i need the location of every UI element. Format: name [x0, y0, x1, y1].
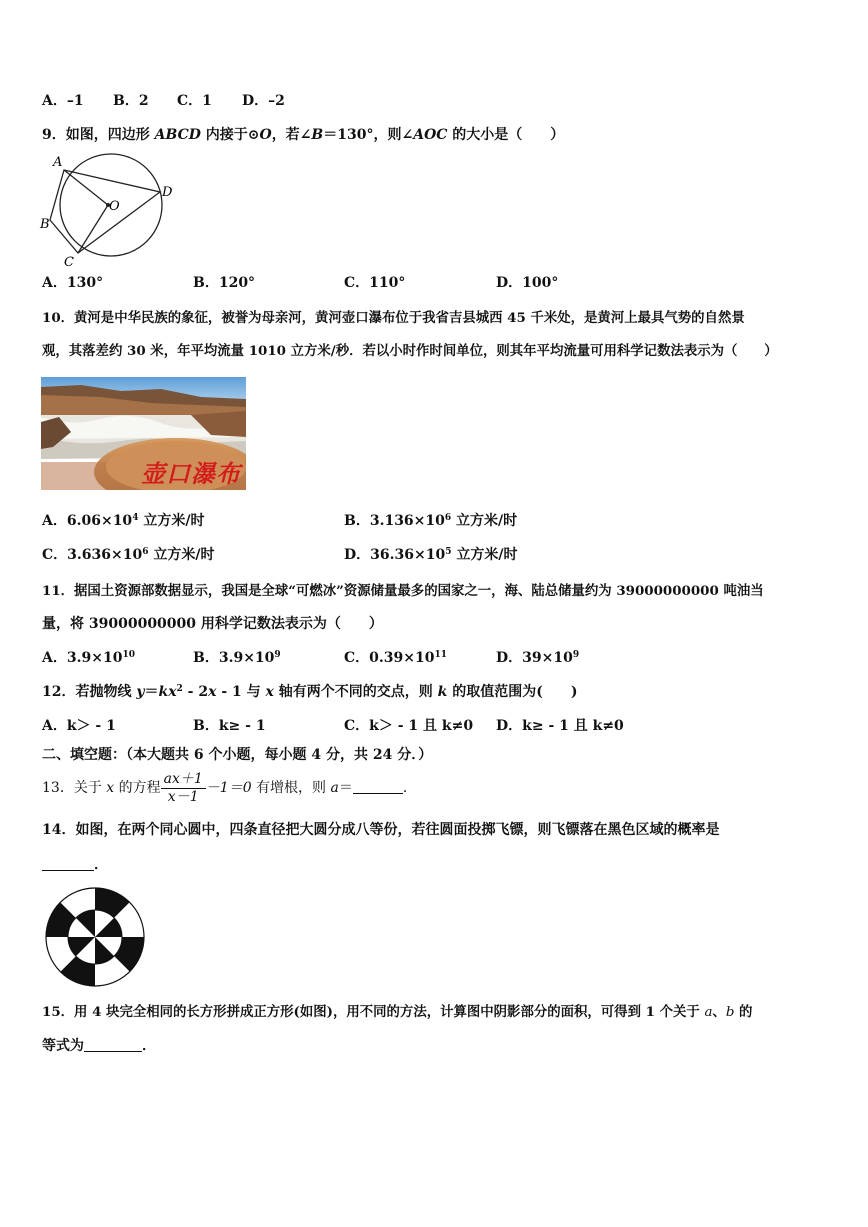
q9-text: 内接于⊙ — [200, 127, 260, 143]
q10-option-c-exp: 6 — [142, 547, 149, 557]
q8-option-d: D．–2 — [242, 93, 285, 109]
q9-label-b: B — [40, 217, 50, 232]
q11-option-b-value: B．3.9×10 — [193, 650, 275, 666]
q13-stem — [42, 770, 417, 806]
q15-text: 等式为 — [42, 1038, 84, 1054]
q9-option-b: B．120° — [193, 275, 256, 291]
q13-equation-rest: －1＝0 — [205, 780, 252, 796]
q15-var-b: b — [725, 1005, 735, 1020]
q13-denominator: x－1 — [167, 788, 199, 805]
q10-option-b-unit: 立方米/时 — [451, 513, 518, 529]
q11-option-a-exp: 10 — [122, 650, 135, 660]
q9-option-d: D．100° — [496, 275, 559, 291]
q10-option-b — [344, 512, 517, 530]
q11-stem-line1: 11．据国土资源部数据显示，我国是全球“可燃冰”资源储量最多的国家之一，海、陆总储量约为 39000000000 吨油当 — [42, 583, 764, 599]
q8-option-c: C．1 — [177, 93, 212, 109]
q9-circle-figure — [38, 148, 178, 268]
q15-var-a: a — [704, 1005, 713, 1020]
q8-option-b: B．2 — [113, 93, 149, 109]
q9-text: 如图，四边形 — [65, 127, 155, 143]
q13-text: 有增根，则 — [251, 780, 331, 796]
q9-option-c: C．110° — [344, 275, 406, 291]
q13-text: ． — [402, 780, 417, 796]
q14-stem-line2 — [42, 856, 108, 874]
q13-text: 的方程 — [114, 780, 161, 796]
q15-text: 的 — [734, 1004, 753, 1020]
q9-number: 9． — [42, 127, 66, 143]
q11-option-d-exp: 9 — [572, 650, 580, 660]
q12-text: 12．若抛物线 — [42, 684, 137, 700]
q10-option-b-value: B．3.136×10 — [344, 513, 445, 529]
q12-text: - 1 与 — [216, 684, 266, 700]
q11-option-b — [193, 649, 281, 667]
q12-option-c: C．k＞ - 1 且 k≠0 — [344, 718, 474, 734]
q13-var-x: x — [106, 780, 115, 796]
q10-option-c-value: C．3.636×10 — [42, 547, 143, 563]
q14-text: ． — [94, 857, 108, 873]
hukou-waterfall-photo — [41, 377, 246, 490]
q9-label-c: C — [64, 255, 74, 268]
q10-option-b-exp: 6 — [444, 513, 452, 523]
q10-option-a-exp: 4 — [132, 513, 139, 523]
q11-option-b-exp: 9 — [274, 650, 281, 660]
section-title-fill-in: 二、填空题：（本大题共 6 个小题，每小题 4 分，共 24 分．） — [42, 747, 433, 763]
q9-label-a: A — [53, 155, 63, 170]
q9-text: 的大小是（ ） — [447, 127, 565, 143]
q11-option-c-exp: 11 — [434, 650, 447, 660]
q11-option-a-value: A．3.9×10 — [42, 650, 123, 666]
q9-quad: ABCD — [154, 127, 201, 143]
q10-option-d-value: D．36.36×10 — [344, 547, 446, 563]
q10-option-d-unit: 立方米/时 — [451, 547, 518, 563]
q11-option-c — [344, 649, 447, 667]
q13-fraction — [161, 771, 206, 806]
q15-answer-blank[interactable] — [84, 1037, 142, 1052]
q12-exp: 2 — [176, 684, 183, 694]
q13-text: 13．关于 — [42, 780, 107, 796]
q11-option-d-value: D．39×10 — [496, 650, 573, 666]
q9-text: ，若∠ — [271, 127, 312, 143]
q13-var-a: a — [330, 780, 339, 796]
q12-var-x: x — [265, 684, 274, 700]
q15-text: ． — [142, 1038, 156, 1054]
q14-stem-line1: 14．如图，在两个同心圆中，四条直径把大圆分成八等份，若往圆面投掷飞镖，则飞镖落在黑色区域的概率是 — [42, 822, 720, 838]
q12-var-k: k — [437, 684, 448, 700]
q9-angle-aoc: AOC — [413, 127, 448, 143]
q13-text: ＝ — [338, 780, 353, 796]
q13-numerator: ax＋1 — [161, 771, 206, 789]
q9-option-a: A．130° — [42, 275, 104, 291]
q11-option-d — [496, 649, 579, 667]
q12-var-kx: kx — [158, 684, 177, 700]
q11-option-c-value: C．0.39×10 — [344, 650, 435, 666]
q13-answer-blank[interactable] — [353, 779, 403, 794]
q12-var-x: x — [208, 684, 217, 700]
hukou-inscription: 壶口瀑布 — [141, 459, 241, 488]
q10-option-a-unit: 立方米/时 — [138, 513, 205, 529]
q14-dartboard-figure — [44, 887, 146, 987]
q9-label-o: O — [109, 199, 120, 214]
q10-option-c-unit: 立方米/时 — [148, 547, 215, 563]
q15-stem-line1 — [42, 1003, 752, 1022]
q12-text: - 2 — [182, 684, 209, 700]
q10-option-a — [42, 512, 204, 530]
q9-label-d: D — [162, 185, 173, 200]
q11-stem-line2: 量，将 39000000000 用科学记数法表示为（ ） — [42, 616, 383, 632]
q15-text: 15．用 4 块完全相同的长方形拼成正方形(如图)，用不同的方法，计算图中阴影部分的面积，可得到 1 个关于 — [42, 1004, 705, 1020]
q12-text: 轴有两个不同的交点，则 — [273, 684, 438, 700]
q10-option-d-exp: 5 — [445, 547, 452, 557]
q12-text: ＝ — [144, 684, 159, 700]
q9-angle-b: B — [311, 127, 324, 143]
q12-stem — [42, 683, 577, 701]
q8-option-a: A．–1 — [42, 93, 84, 109]
q12-option-a: A．k＞ - 1 — [42, 718, 116, 734]
q9-stem — [42, 126, 564, 144]
q15-stem-line2 — [42, 1037, 156, 1055]
q9-text: ＝130°，则∠ — [323, 127, 414, 143]
q14-answer-blank[interactable] — [42, 856, 94, 871]
q10-option-c — [42, 546, 214, 564]
q10-stem-line1: 10．黄河是中华民族的象征，被誉为母亲河，黄河壶口瀑布位于我省吉县城西 45 千米处，是黄河上最具气势的自然景 — [42, 310, 745, 326]
q10-stem-line2: 观，其落差约 30 米，年平均流量 1010 立方米/秒．若以小时作时间单位，则其年平均流量可用科学记数法表示为（ ） — [42, 343, 778, 359]
q12-option-d: D．k≥ - 1 且 k≠0 — [496, 718, 624, 734]
q12-option-b: B．k≥ - 1 — [193, 718, 266, 734]
q10-option-d — [344, 546, 517, 564]
q15-text: 、 — [712, 1004, 726, 1020]
q10-option-a-value: A．6.06×10 — [42, 513, 133, 529]
q11-option-a — [42, 649, 135, 667]
q12-text: 的取值范围为( ) — [447, 684, 578, 700]
q9-center: O — [259, 127, 272, 143]
q12-var-y: y — [136, 684, 145, 700]
